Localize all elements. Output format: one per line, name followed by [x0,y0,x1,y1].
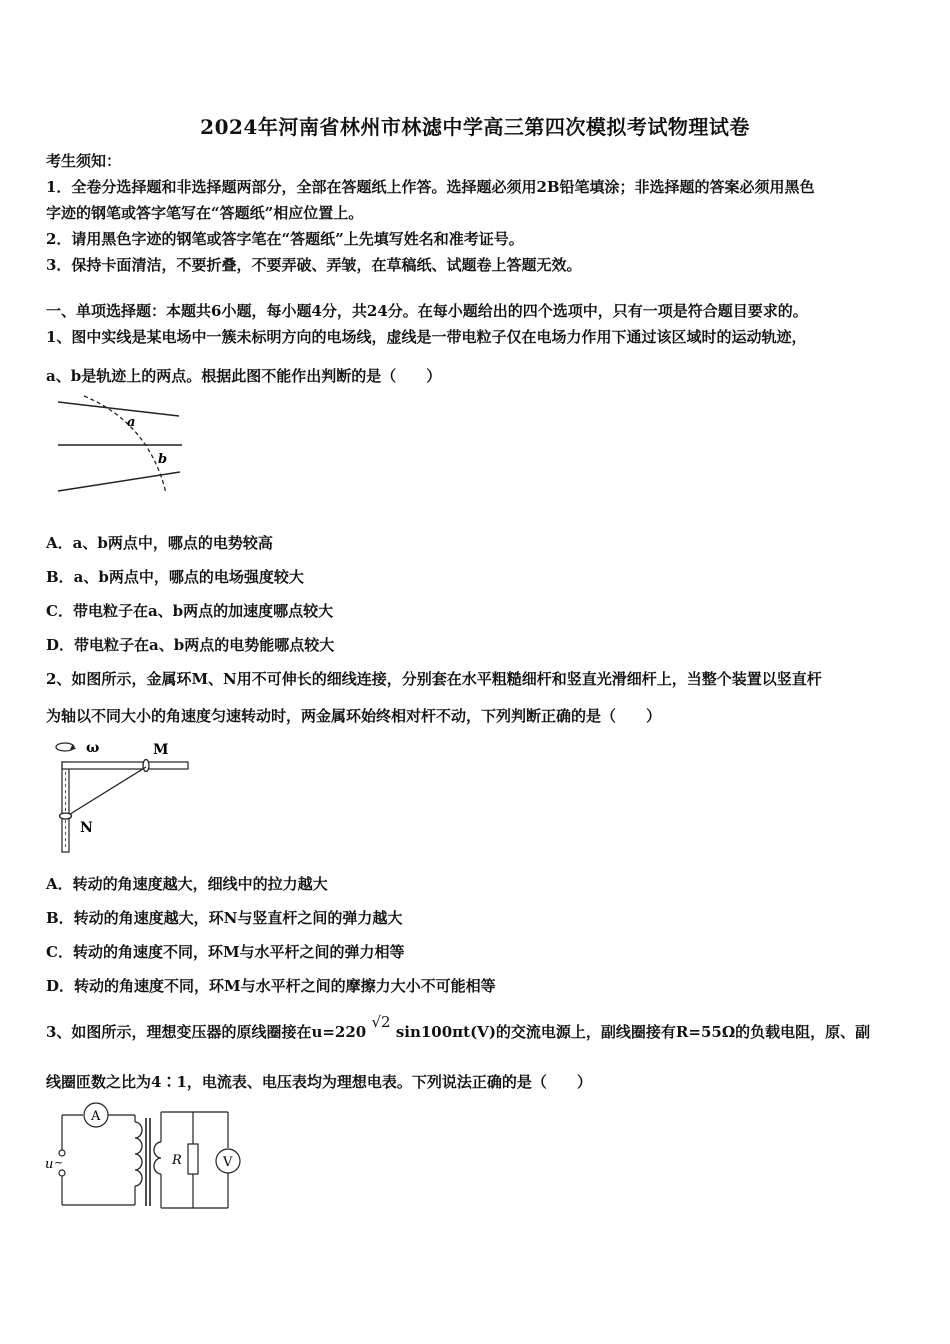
q2-stem-line1: 2、如图所示，金属环M、N用不可伸长的细线连接，分别套在水平粗糙细杆和竖直光滑细杆上，当整个装置以竖直杆 [46,670,822,688]
ring-m [143,760,149,772]
section-heading: 一、单项选择题：本题共6小题，每小题4分，共24分。在每小题给出的四个选项中，只有一项是符合题目要求的。 [46,302,808,320]
resistor-label: R [172,1153,182,1168]
q1-option-c: C．带电粒子在a、b两点的加速度哪点较大 [46,602,334,620]
q1-electric-field-figure [54,393,189,498]
q1-option-b: B．a、b两点中，哪点的电场强度较大 [46,568,304,586]
notice-item: 1．全卷分选择题和非选择题两部分，全部在答题纸上作答。选择题必须用2B铅笔填涂；非选择题的答案必须用黑色 [46,178,815,196]
ring-m-label: M [153,742,169,758]
notice-item: 字迹的钢笔或答字笔写在“答题纸”相应位置上。 [46,204,364,222]
q2-stem-line2: 为轴以不同大小的角速度匀速转动时，两金属环始终相对杆不动，下列判断正确的是（ ） [46,707,662,725]
ring-n-label: N [80,820,93,836]
field-line-1 [58,402,179,416]
page-title: 2024年河南省林州市林滤中学高三第四次模拟考试物理试卷 [200,115,750,139]
q3-stem-line2: 线圈匝数之比为4∶1，电流表、电压表均为理想电表。下列说法正确的是（ ） [46,1073,592,1091]
q3-stem-part1: 3、如图所示，理想变压器的原线圈接在u=220 [46,1023,367,1041]
q2-option-c: C．转动的角速度不同，环M与水平杆之间的弹力相等 [46,943,405,961]
source-u-label: u [45,1157,54,1172]
q1-stem-line2: a、b是轨迹上的两点。根据此图不能作出判断的是（ ） [46,367,442,385]
q1-option-a: A．a、b两点中，哪点的电势较高 [46,534,273,552]
notice-item: 2．请用黑色字迹的钢笔或答字笔在“答题纸”上先填写姓名和准考证号。 [46,230,524,248]
voltmeter-label: V [223,1155,233,1170]
source-terminal-bottom [59,1170,65,1176]
horizontal-rod [62,762,188,769]
q1-stem-line1: 1、图中实线是某电场中一簇未标明方向的电场线，虚线是一带电粒子仅在电场力作用下通过该区域时的运动轨迹， [46,328,807,346]
point-a-label: a [127,415,136,430]
q2-option-a: A．转动的角速度越大，细线中的拉力越大 [46,875,328,893]
q2-rotating-rings-figure [50,736,200,856]
notice-heading: 考生须知： [46,152,122,170]
thread-line [67,767,146,816]
q3-transformer-circuit-figure [40,1102,250,1214]
ammeter-label: A [91,1109,101,1124]
field-line-3 [58,472,180,491]
secondary-coil [154,1142,161,1174]
ring-n [60,813,72,819]
point-b-label: b [158,452,168,467]
q2-option-d: D．转动的角速度不同，环M与水平杆之间的摩擦力大小不可能相等 [46,977,496,995]
q2-option-b: B．转动的角速度越大，环N与竖直杆之间的弹力越大 [46,909,403,927]
q3-stem-part2: sin100πt(V)的交流电源上，副线圈接有R=55Ω的负载电阻，原、副 [395,1023,871,1041]
q3-stem-line1 [46,1013,871,1042]
primary-coil [135,1122,142,1186]
source-tilde-label: ~ [54,1156,64,1169]
q1-option-d: D．带电粒子在a、b两点的电势能哪点较大 [46,636,335,654]
notice-item: 3．保持卡面清洁，不要折叠，不要弄破、弄皱，在草稿纸、试题卷上答题无效。 [46,256,582,274]
q3-sqrt-term: √2 [371,1013,391,1031]
omega-label: ω [86,740,100,756]
resistor-r [188,1144,198,1174]
